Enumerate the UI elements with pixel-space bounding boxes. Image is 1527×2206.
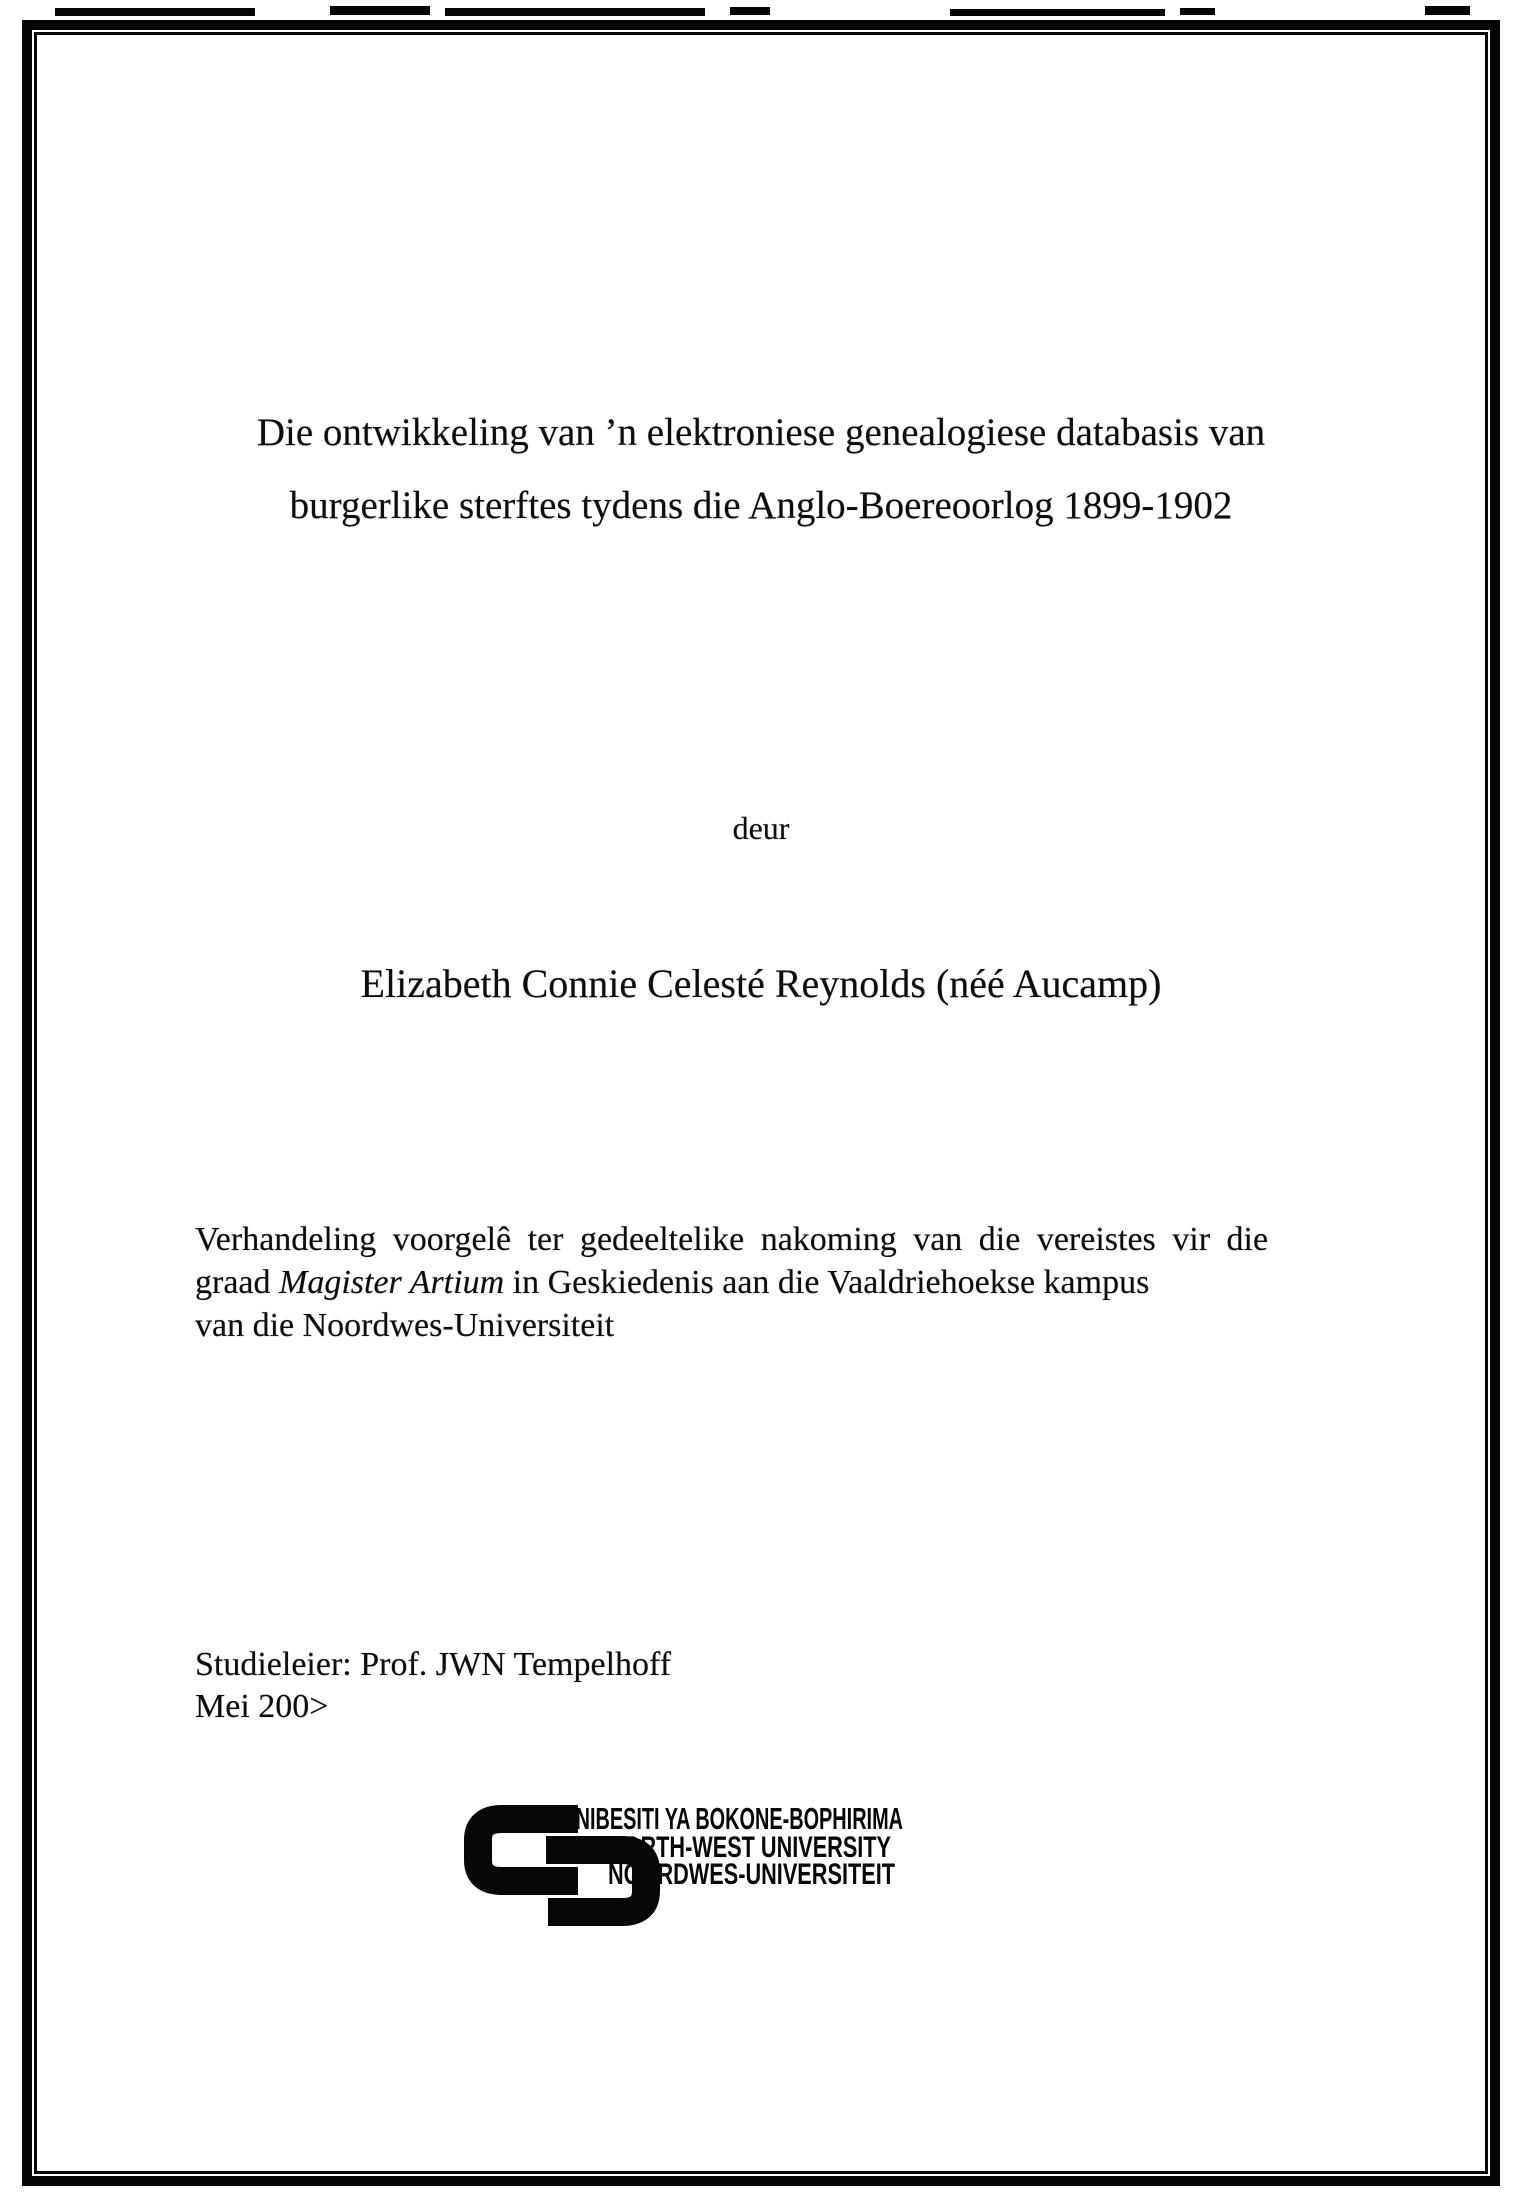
degree-name: Magister Artium [279,1264,505,1301]
logo-text-afrikaans: NOORDWES-UNIVERSITEIT [608,1858,895,1891]
logo-text-english: NORTH-WEST UNIVERSITY [608,1831,891,1864]
statement-line2-pre: graad [195,1264,280,1301]
byline: deur [732,810,790,846]
statement-line2-post: in Geskiedenis aan die Vaaldriehoekse kampus [504,1264,1150,1301]
statement-line2 [195,1261,1268,1304]
university-logo [458,1794,1078,1944]
thesis-title-line1: Die ontwikkeling van ’n elektroniese genealogiese databasis van [256,411,1266,454]
submission-statement [195,1218,1268,1347]
university-logo-graphic [458,1794,1078,1939]
supervisor-line: Studieleier: Prof. JWN Tempelhoff [195,1646,672,1683]
scan-artifact [445,8,705,16]
thesis-title [45,396,1477,542]
scan-artifact [1425,6,1470,15]
author-name: Elizabeth Connie Celesté Reynolds (néé Aucamp) [360,961,1162,1006]
scan-artifact [55,8,255,16]
statement-line3: van die Noordwes-Universiteit [195,1307,615,1344]
supervisor-block [195,1644,671,1728]
statement-line1: Verhandeling voorgelê ter gedeeltelike nakoming van die vereistes vir die [195,1221,1269,1258]
scan-artifact [1180,8,1215,15]
scan-artifact [950,9,1165,16]
date-line: Mei 200> [195,1688,329,1725]
logo-text-setswana: YUNIBESITI YA BOKONE-BOPHIRIMA [548,1801,903,1836]
scan-artifact [730,7,770,15]
scan-artifact [330,6,430,15]
thesis-title-line2: burgerlike sterftes tydens die Anglo-Boereoorlog 1899-1902 [289,484,1233,527]
